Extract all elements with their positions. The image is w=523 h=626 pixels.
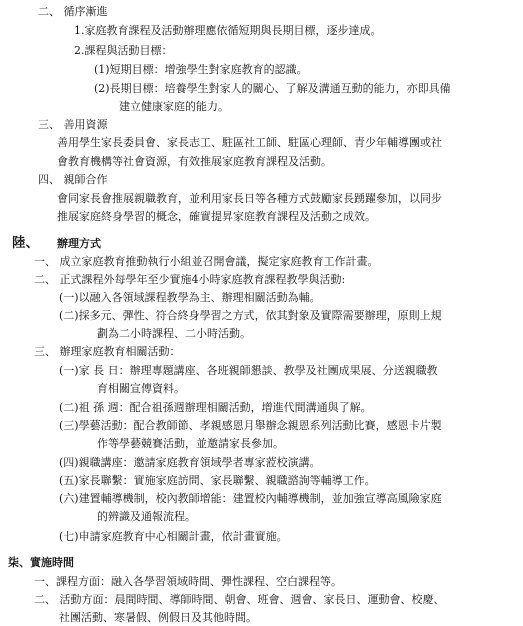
qi-heading: 柒、實施時間: [8, 556, 74, 569]
section4-line2: 推展家庭終身學習的概念，確實提昇家庭教育課程及活動之成效。: [57, 210, 376, 223]
lu-activity1-line2: 育相關宣傳資料。: [97, 382, 185, 395]
lu-activity2: (二)祖 孫 週：配合祖孫週辦理相關活動，增進代間溝通與了解。: [59, 401, 372, 414]
lu-activity1-line1: (一)家 長 日：辦理專題講座、各班親師懇談、教學及社團成果展、分送親職教: [59, 364, 438, 377]
qi-item2-line1: 二、 活動方面：晨間時間、導師時間、朝會、班會、週會、家長日、運動會、校慶、: [34, 593, 445, 606]
lu-item2-sub2-line2: 劃為二小時課程、二小時活動。: [97, 327, 251, 340]
qi-item1: 一、課程方面：融入各學習領域時間、彈性課程、空白課程等。: [34, 575, 342, 588]
section2-heading: 二、 循序漸進: [38, 5, 108, 18]
lu-activity5: (五)家長聯繫：實施家庭訪問、家長聯繫、親職諮詢等輔導工作。: [59, 474, 376, 487]
section3-heading: 三、 善用資源: [38, 118, 108, 131]
lu-item1: 一、 成立家庭教育推動執行小組並召開會議，擬定家庭教育工作計畫。: [34, 255, 379, 268]
lu-heading-number: 陸、: [12, 235, 39, 251]
lu-heading-text: 辦理方式: [57, 237, 101, 250]
section2-sub2-line1: (2)長期目標：培養學生對家人的關心、了解及溝通互動的能力，亦即具備: [94, 82, 451, 95]
section4-heading: 四、 親師合作: [38, 173, 108, 186]
section2-sub1: (1)短期目標：增強學生對家庭教育的認識。: [94, 63, 308, 76]
section2-sub2-line2: 建立健康家庭的能力。: [119, 100, 229, 113]
section3-line1: 善用學生家長委員會、家長志工、駐區社工師、駐區心理師、青少年輔導團或社: [57, 136, 442, 149]
section2-item2: 2.課程與活動目標：: [74, 44, 173, 57]
lu-activity6-line2: 的辨識及通報流程。: [97, 510, 196, 523]
lu-item2-sub1: (一)以融入各領域課程教學為主、辦理相關活動為輔。: [59, 291, 321, 304]
lu-item3: 三、 辦理家庭教育相關活動：: [34, 345, 181, 358]
lu-activity6-line1: (六)建置輔導機制，校內教師增能：建置校內輔導機制，並加強宣導高風險家庭: [59, 492, 442, 505]
section4-line1: 會同家長會推展親職教育，並利用家長日等各種方式鼓勵家長踴躍參加，以同步: [57, 192, 442, 205]
lu-item2-sub2-line1: (二)採多元、彈性、符合終身學習之方式，依其對象及實際需要辦理，原則上規: [59, 309, 442, 322]
section2-item1: 1.家庭教育課程及活動辦理應依循短期與長期目標，逐步達成。: [74, 24, 382, 37]
lu-activity3-line1: (三)學藝活動：配合教師節、孝親感恩月舉辦念親恩系列活動比賽，感恩卡片製: [59, 419, 442, 432]
section3-line2: 會教育機構等社會資源，有效推展家庭教育課程及活動。: [57, 155, 332, 168]
lu-activity7: (七)申請家庭教育中心相關計畫，依計畫實施。: [59, 530, 288, 543]
lu-activity4: (四)親職講座：邀請家庭教育領域學者專家蒞校演講。: [59, 456, 321, 469]
lu-activity3-line2: 作等學藝競賽活動，並邀請家長參加。: [97, 437, 284, 450]
qi-item2-line2: 社團活動、寒暑假、例假日及其他時間。: [59, 611, 257, 624]
lu-item2: 二、 正式課程外每學年至少實施4小時家庭教育課程教學與活動:: [34, 273, 346, 286]
